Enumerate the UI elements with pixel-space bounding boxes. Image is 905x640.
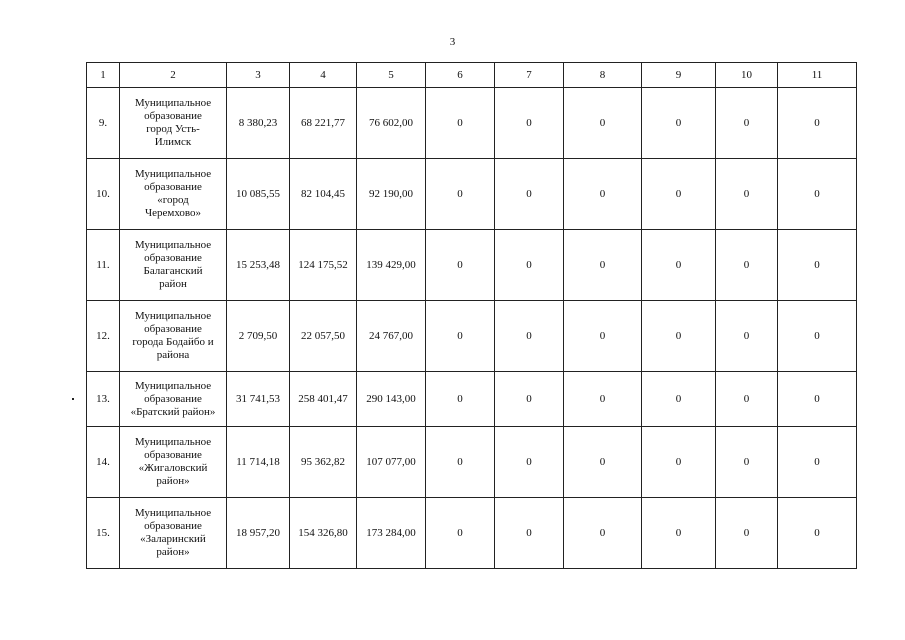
municipality-name-line: образование xyxy=(144,110,202,122)
value-cell-10: 0 xyxy=(716,230,778,301)
column-header: 9 xyxy=(642,63,716,88)
value-cell-11: 0 xyxy=(778,301,857,372)
allocation-table xyxy=(86,62,857,569)
value-cell-8: 0 xyxy=(564,301,642,372)
value-cell-5: 76 602,00 xyxy=(357,88,426,159)
value-cell-3: 15 253,48 xyxy=(227,230,290,301)
value-cell-6: 0 xyxy=(426,301,495,372)
value-cell-8: 0 xyxy=(564,427,642,498)
column-header: 11 xyxy=(778,63,857,88)
value-cell-10: 0 xyxy=(716,88,778,159)
table-row xyxy=(87,498,857,569)
value-cell-4: 124 175,52 xyxy=(290,230,357,301)
municipality-name-line: образование xyxy=(144,323,202,335)
column-header: 5 xyxy=(357,63,426,88)
row-number: 14. xyxy=(87,427,120,498)
page-number: 3 xyxy=(449,36,456,48)
municipality-name-line: «Жигаловский xyxy=(138,462,208,474)
municipality-name-line: Муниципальное xyxy=(134,507,212,519)
municipality-name-line: Муниципальное xyxy=(134,97,212,109)
value-cell-7: 0 xyxy=(495,230,564,301)
value-cell-9: 0 xyxy=(642,427,716,498)
value-cell-3: 10 085,55 xyxy=(227,159,290,230)
value-cell-4: 95 362,82 xyxy=(290,427,357,498)
municipality-name-line: Муниципальное xyxy=(134,239,212,251)
column-header: 7 xyxy=(495,63,564,88)
municipality-name-line: Илимск xyxy=(154,136,192,148)
municipality-name xyxy=(120,159,227,230)
value-cell-3: 18 957,20 xyxy=(227,498,290,569)
column-header: 1 xyxy=(87,63,120,88)
header-row xyxy=(87,63,857,88)
value-cell-5: 139 429,00 xyxy=(357,230,426,301)
municipality-name-line: Муниципальное xyxy=(134,379,212,392)
value-cell-10: 0 xyxy=(716,159,778,230)
municipality-name xyxy=(120,301,227,372)
value-cell-8: 0 xyxy=(564,498,642,569)
municipality-name-line: «город xyxy=(157,194,189,206)
row-number: 11. xyxy=(87,230,120,301)
municipality-name xyxy=(120,88,227,159)
column-header: 10 xyxy=(716,63,778,88)
value-cell-5: 290 143,00 xyxy=(357,372,426,427)
column-header: 6 xyxy=(426,63,495,88)
municipality-name-line: Муниципальное xyxy=(134,168,212,180)
table-row xyxy=(87,159,857,230)
municipality-name xyxy=(120,498,227,569)
table-row xyxy=(87,88,857,159)
value-cell-6: 0 xyxy=(426,427,495,498)
value-cell-11: 0 xyxy=(778,372,857,427)
value-cell-11: 0 xyxy=(778,230,857,301)
value-cell-9: 0 xyxy=(642,159,716,230)
value-cell-7: 0 xyxy=(495,372,564,427)
value-cell-5: 107 077,00 xyxy=(357,427,426,498)
value-cell-8: 0 xyxy=(564,88,642,159)
value-cell-6: 0 xyxy=(426,159,495,230)
stray-mark xyxy=(72,398,74,400)
value-cell-7: 0 xyxy=(495,159,564,230)
municipality-name-line: района xyxy=(156,349,190,361)
value-cell-4: 82 104,45 xyxy=(290,159,357,230)
value-cell-5: 173 284,00 xyxy=(357,498,426,569)
municipality-name-line: образование xyxy=(144,520,202,532)
municipality-name-line: Черемхово» xyxy=(144,207,202,219)
value-cell-5: 24 767,00 xyxy=(357,301,426,372)
municipality-name-line: Муниципальное xyxy=(134,310,212,322)
table-row xyxy=(87,301,857,372)
municipality-name-line: «Заларинский xyxy=(140,533,206,545)
column-header: 3 xyxy=(227,63,290,88)
value-cell-6: 0 xyxy=(426,88,495,159)
municipality-name-line: район» xyxy=(156,475,190,487)
municipality-name-line: город Усть- xyxy=(146,123,200,135)
municipality-name-line: Муниципальное xyxy=(134,436,212,448)
value-cell-9: 0 xyxy=(642,498,716,569)
value-cell-7: 0 xyxy=(495,88,564,159)
value-cell-4: 22 057,50 xyxy=(290,301,357,372)
value-cell-4: 68 221,77 xyxy=(290,88,357,159)
value-cell-7: 0 xyxy=(495,427,564,498)
municipality-name xyxy=(120,230,227,301)
municipality-name-line: образование xyxy=(144,252,202,264)
value-cell-5: 92 190,00 xyxy=(357,159,426,230)
row-number: 10. xyxy=(87,159,120,230)
municipality-name-line: «Братский район» xyxy=(130,405,216,418)
row-number: 9. xyxy=(87,88,120,159)
value-cell-11: 0 xyxy=(778,159,857,230)
value-cell-9: 0 xyxy=(642,230,716,301)
value-cell-10: 0 xyxy=(716,372,778,427)
municipality-name xyxy=(120,427,227,498)
value-cell-10: 0 xyxy=(716,427,778,498)
value-cell-9: 0 xyxy=(642,88,716,159)
value-cell-8: 0 xyxy=(564,159,642,230)
value-cell-3: 2 709,50 xyxy=(227,301,290,372)
value-cell-6: 0 xyxy=(426,372,495,427)
column-header: 8 xyxy=(564,63,642,88)
value-cell-3: 11 714,18 xyxy=(227,427,290,498)
value-cell-8: 0 xyxy=(564,372,642,427)
value-cell-6: 0 xyxy=(426,230,495,301)
value-cell-4: 258 401,47 xyxy=(290,372,357,427)
value-cell-9: 0 xyxy=(642,301,716,372)
row-number: 13. xyxy=(87,372,120,427)
value-cell-3: 31 741,53 xyxy=(227,372,290,427)
table-row xyxy=(87,372,857,427)
column-header: 4 xyxy=(290,63,357,88)
municipality-name-line: район» xyxy=(156,546,190,558)
value-cell-11: 0 xyxy=(778,88,857,159)
table-row xyxy=(87,427,857,498)
municipality-name-line: образование xyxy=(144,181,202,193)
municipality-name-line: район xyxy=(159,278,187,290)
value-cell-8: 0 xyxy=(564,230,642,301)
value-cell-7: 0 xyxy=(495,301,564,372)
value-cell-11: 0 xyxy=(778,498,857,569)
value-cell-6: 0 xyxy=(426,498,495,569)
value-cell-7: 0 xyxy=(495,498,564,569)
municipality-name-line: образование xyxy=(144,392,202,405)
column-header: 2 xyxy=(120,63,227,88)
value-cell-9: 0 xyxy=(642,372,716,427)
value-cell-4: 154 326,80 xyxy=(290,498,357,569)
value-cell-10: 0 xyxy=(716,301,778,372)
value-cell-3: 8 380,23 xyxy=(227,88,290,159)
municipality-name-line: образование xyxy=(144,449,202,461)
municipality-name xyxy=(120,372,227,427)
table-row xyxy=(87,230,857,301)
municipality-name-line: города Бодайбо и xyxy=(132,336,214,348)
municipality-name-line: Балаганский xyxy=(143,265,203,277)
row-number: 15. xyxy=(87,498,120,569)
value-cell-11: 0 xyxy=(778,427,857,498)
row-number: 12. xyxy=(87,301,120,372)
value-cell-10: 0 xyxy=(716,498,778,569)
